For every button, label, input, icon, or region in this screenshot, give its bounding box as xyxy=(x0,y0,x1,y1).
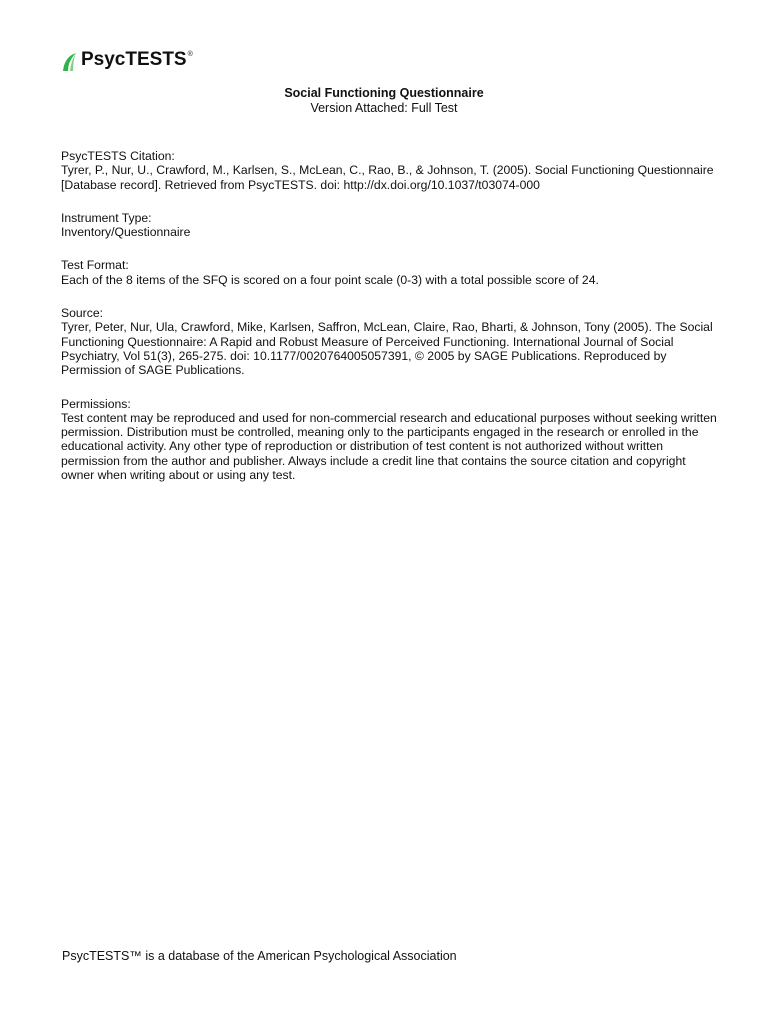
page-footer: PsycTESTS™ is a database of the American Psychological Association xyxy=(62,949,457,963)
version-line: Version Attached: Full Test xyxy=(310,101,458,115)
document-title: Social Functioning Questionnaire xyxy=(284,86,484,100)
psyctests-logo xyxy=(62,48,193,72)
logo-wordmark: PsycTESTS xyxy=(81,49,187,70)
section-test-format xyxy=(61,258,721,287)
section-text: Tyrer, Peter, Nur, Ula, Crawford, Mike, Karlsen, Saffron, McLean, Claire, Rao, Bharti, & Johnson, Tony (2005). The Social Functioning Questionnaire: A Rapid and Robust Measure of Perceived Functioning. International Journal of Social Psychiatry, Vol 51(3), 265-275. doi: 10.1177/0020764005057391, © 2005 by SAGE Publications. Reproduced by Permission of SAGE Publications. xyxy=(61,320,713,378)
section-text: Tyrer, P., Nur, U., Crawford, M., Karlsen, S., McLean, C., Rao, B., & Johnson, T. (2005). Social Functioning Questionnaire [Database record]. Retrieved from PsycTESTS. doi: http://dx.doi.org/10.1037/t03074-000 xyxy=(61,163,714,192)
document-header xyxy=(0,86,768,116)
section-citation xyxy=(61,149,721,192)
section-label: Source: xyxy=(61,306,104,321)
section-permissions xyxy=(61,397,721,483)
section-text: Inventory/Questionnaire xyxy=(61,225,191,240)
document-body xyxy=(61,149,721,501)
leaf-icon xyxy=(62,52,80,72)
section-instrument-type xyxy=(61,211,721,240)
section-label: Permissions: xyxy=(61,396,131,411)
section-source xyxy=(61,306,721,377)
section-text: Test content may be reproduced and used for non-commercial research and educational purposes without seeking written permission. Distribution must be controlled, meaning only to the participants engaged in the research or enrolled in the educational activity. Any other type of reproduction or distribution of test content is not authorized without written permission from the author and publisher. Always include a credit line that contains the source citation and copyright owner when writing about or using any test. xyxy=(61,410,717,483)
section-text: Each of the 8 items of the SFQ is scored on a four point scale (0-3) with a total possible score of 24. xyxy=(61,272,599,287)
section-label: Instrument Type: xyxy=(61,210,152,225)
section-label: PsycTESTS Citation: xyxy=(61,149,175,163)
section-label: Test Format: xyxy=(61,258,129,273)
registered-mark: ® xyxy=(187,51,193,58)
